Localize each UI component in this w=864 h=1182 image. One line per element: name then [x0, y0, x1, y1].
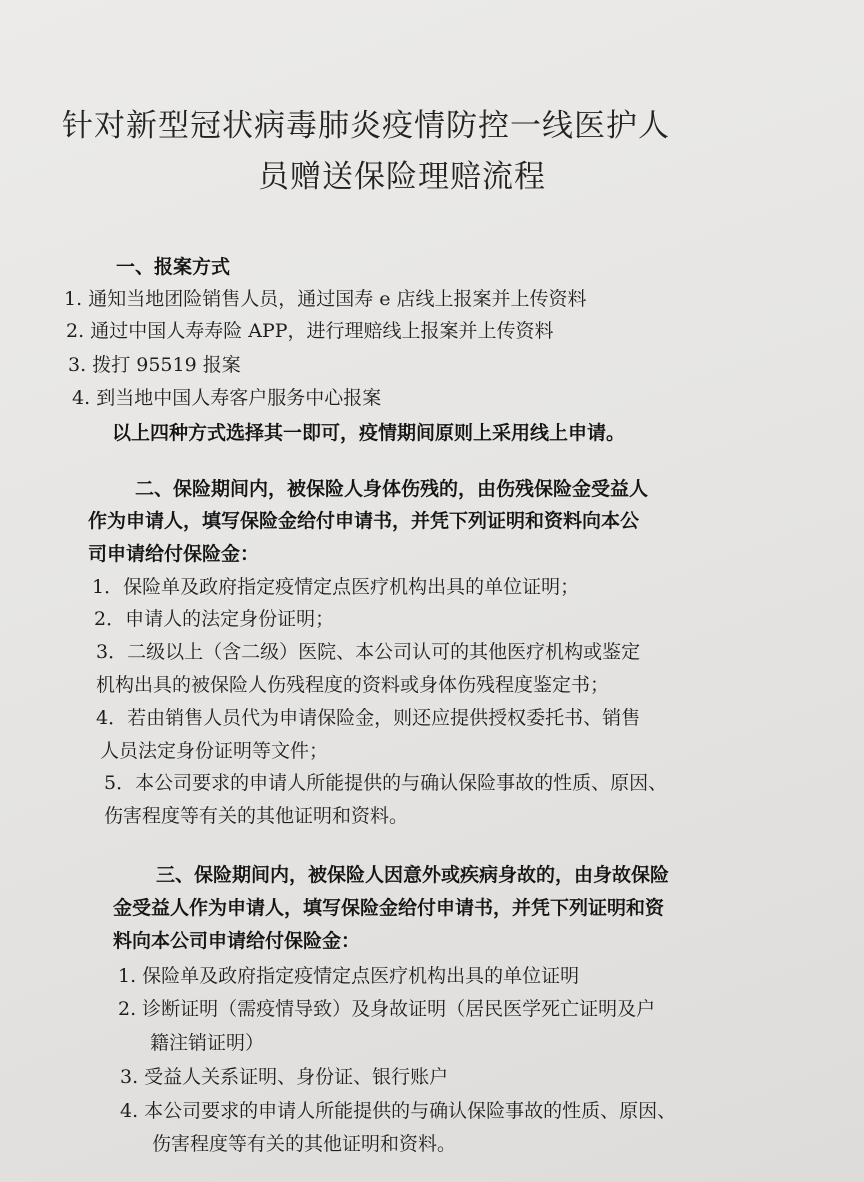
- section-3-intro-line: 三、保险期间内，被保险人因意外或疾病身故的，由身故保险: [156, 864, 670, 886]
- report-method-item: [66, 316, 554, 343]
- section-1-heading: 一、报案方式: [116, 256, 231, 278]
- section-2-item-line: 4．若由销售人员代为申请保险金，则还应提供授权委托书、销售: [96, 707, 641, 729]
- section-3-item-line: 2. 诊断证明（需疫情导致）及身故证明（居民医学死亡证明及户: [118, 998, 656, 1020]
- section-3-item-line: 3. 受益人关系证明、身份证、银行账户: [120, 1066, 449, 1088]
- item-text: 到当地中国人寿客户服务中心报案: [96, 387, 382, 409]
- report-method-item: [68, 350, 241, 377]
- section-2-item-line: 机构出具的被保险人伤残程度的资料或身体伤残程度鉴定书；: [96, 674, 610, 696]
- section-2-intro-line: 作为申请人，填写保险金给付申请书，并凭下列证明和资料向本公: [88, 510, 640, 532]
- section-2-item-line: 2．申请人的法定身份证明；: [94, 608, 335, 630]
- document-title-line-2: 员赠送保险理赔流程: [258, 159, 546, 195]
- section-3-item-line: 1. 保险单及政府指定疫情定点医疗机构出具的单位证明: [118, 965, 580, 987]
- item-text: 通过中国人寿寿险 APP，进行理赔线上报案并上传资料: [90, 320, 554, 342]
- section-3-item-line: 4. 本公司要求的申请人所能提供的与确认保险事故的性质、原因、: [120, 1100, 677, 1122]
- item-text: 拨打 95519 报案: [92, 354, 241, 376]
- report-method-item: [72, 383, 381, 410]
- section-2-item-line: 人员法定身份证明等文件；: [100, 740, 329, 762]
- report-method-item: [64, 284, 587, 311]
- section-3-item-line: 伤害程度等有关的其他证明和资料。: [152, 1133, 457, 1155]
- section-2-item-line: 伤害程度等有关的其他证明和资料。: [104, 805, 409, 827]
- section-2-item-line: 1．保险单及政府指定疫情定点医疗机构出具的单位证明；: [92, 576, 580, 598]
- item-text: 通知当地团险销售人员，通过国寿 e 店线上报案并上传资料: [88, 288, 587, 310]
- section-2-intro-line: 二、保险期间内，被保险人身体伤残的，由伤残保险金受益人: [135, 478, 649, 500]
- section-3-intro-line: 金受益人作为申请人，填写保险金给付申请书，并凭下列证明和资: [113, 897, 665, 919]
- section-3-item-line: 籍注销证明）: [150, 1032, 265, 1054]
- item-number: 4.: [72, 387, 91, 409]
- item-number: 3.: [68, 354, 87, 376]
- section-3-intro-line: 料向本公司申请给付保险金：: [113, 930, 361, 952]
- item-number: 1.: [64, 288, 83, 310]
- section-2-item-line: 3．二级以上（含二级）医院、本公司认可的其他医疗机构或鉴定: [96, 641, 641, 663]
- section-1-note: 以上四种方式选择其一即可，疫情期间原则上采用线上申请。: [112, 422, 626, 444]
- document-title-line-1: 针对新型冠状病毒肺炎疫情防控一线医护人: [62, 108, 670, 144]
- section-2-intro-line: 司申请给付保险金：: [88, 543, 260, 565]
- item-number: 2.: [66, 320, 85, 342]
- section-2-item-line: 5．本公司要求的申请人所能提供的与确认保险事故的性质、原因、: [104, 772, 668, 794]
